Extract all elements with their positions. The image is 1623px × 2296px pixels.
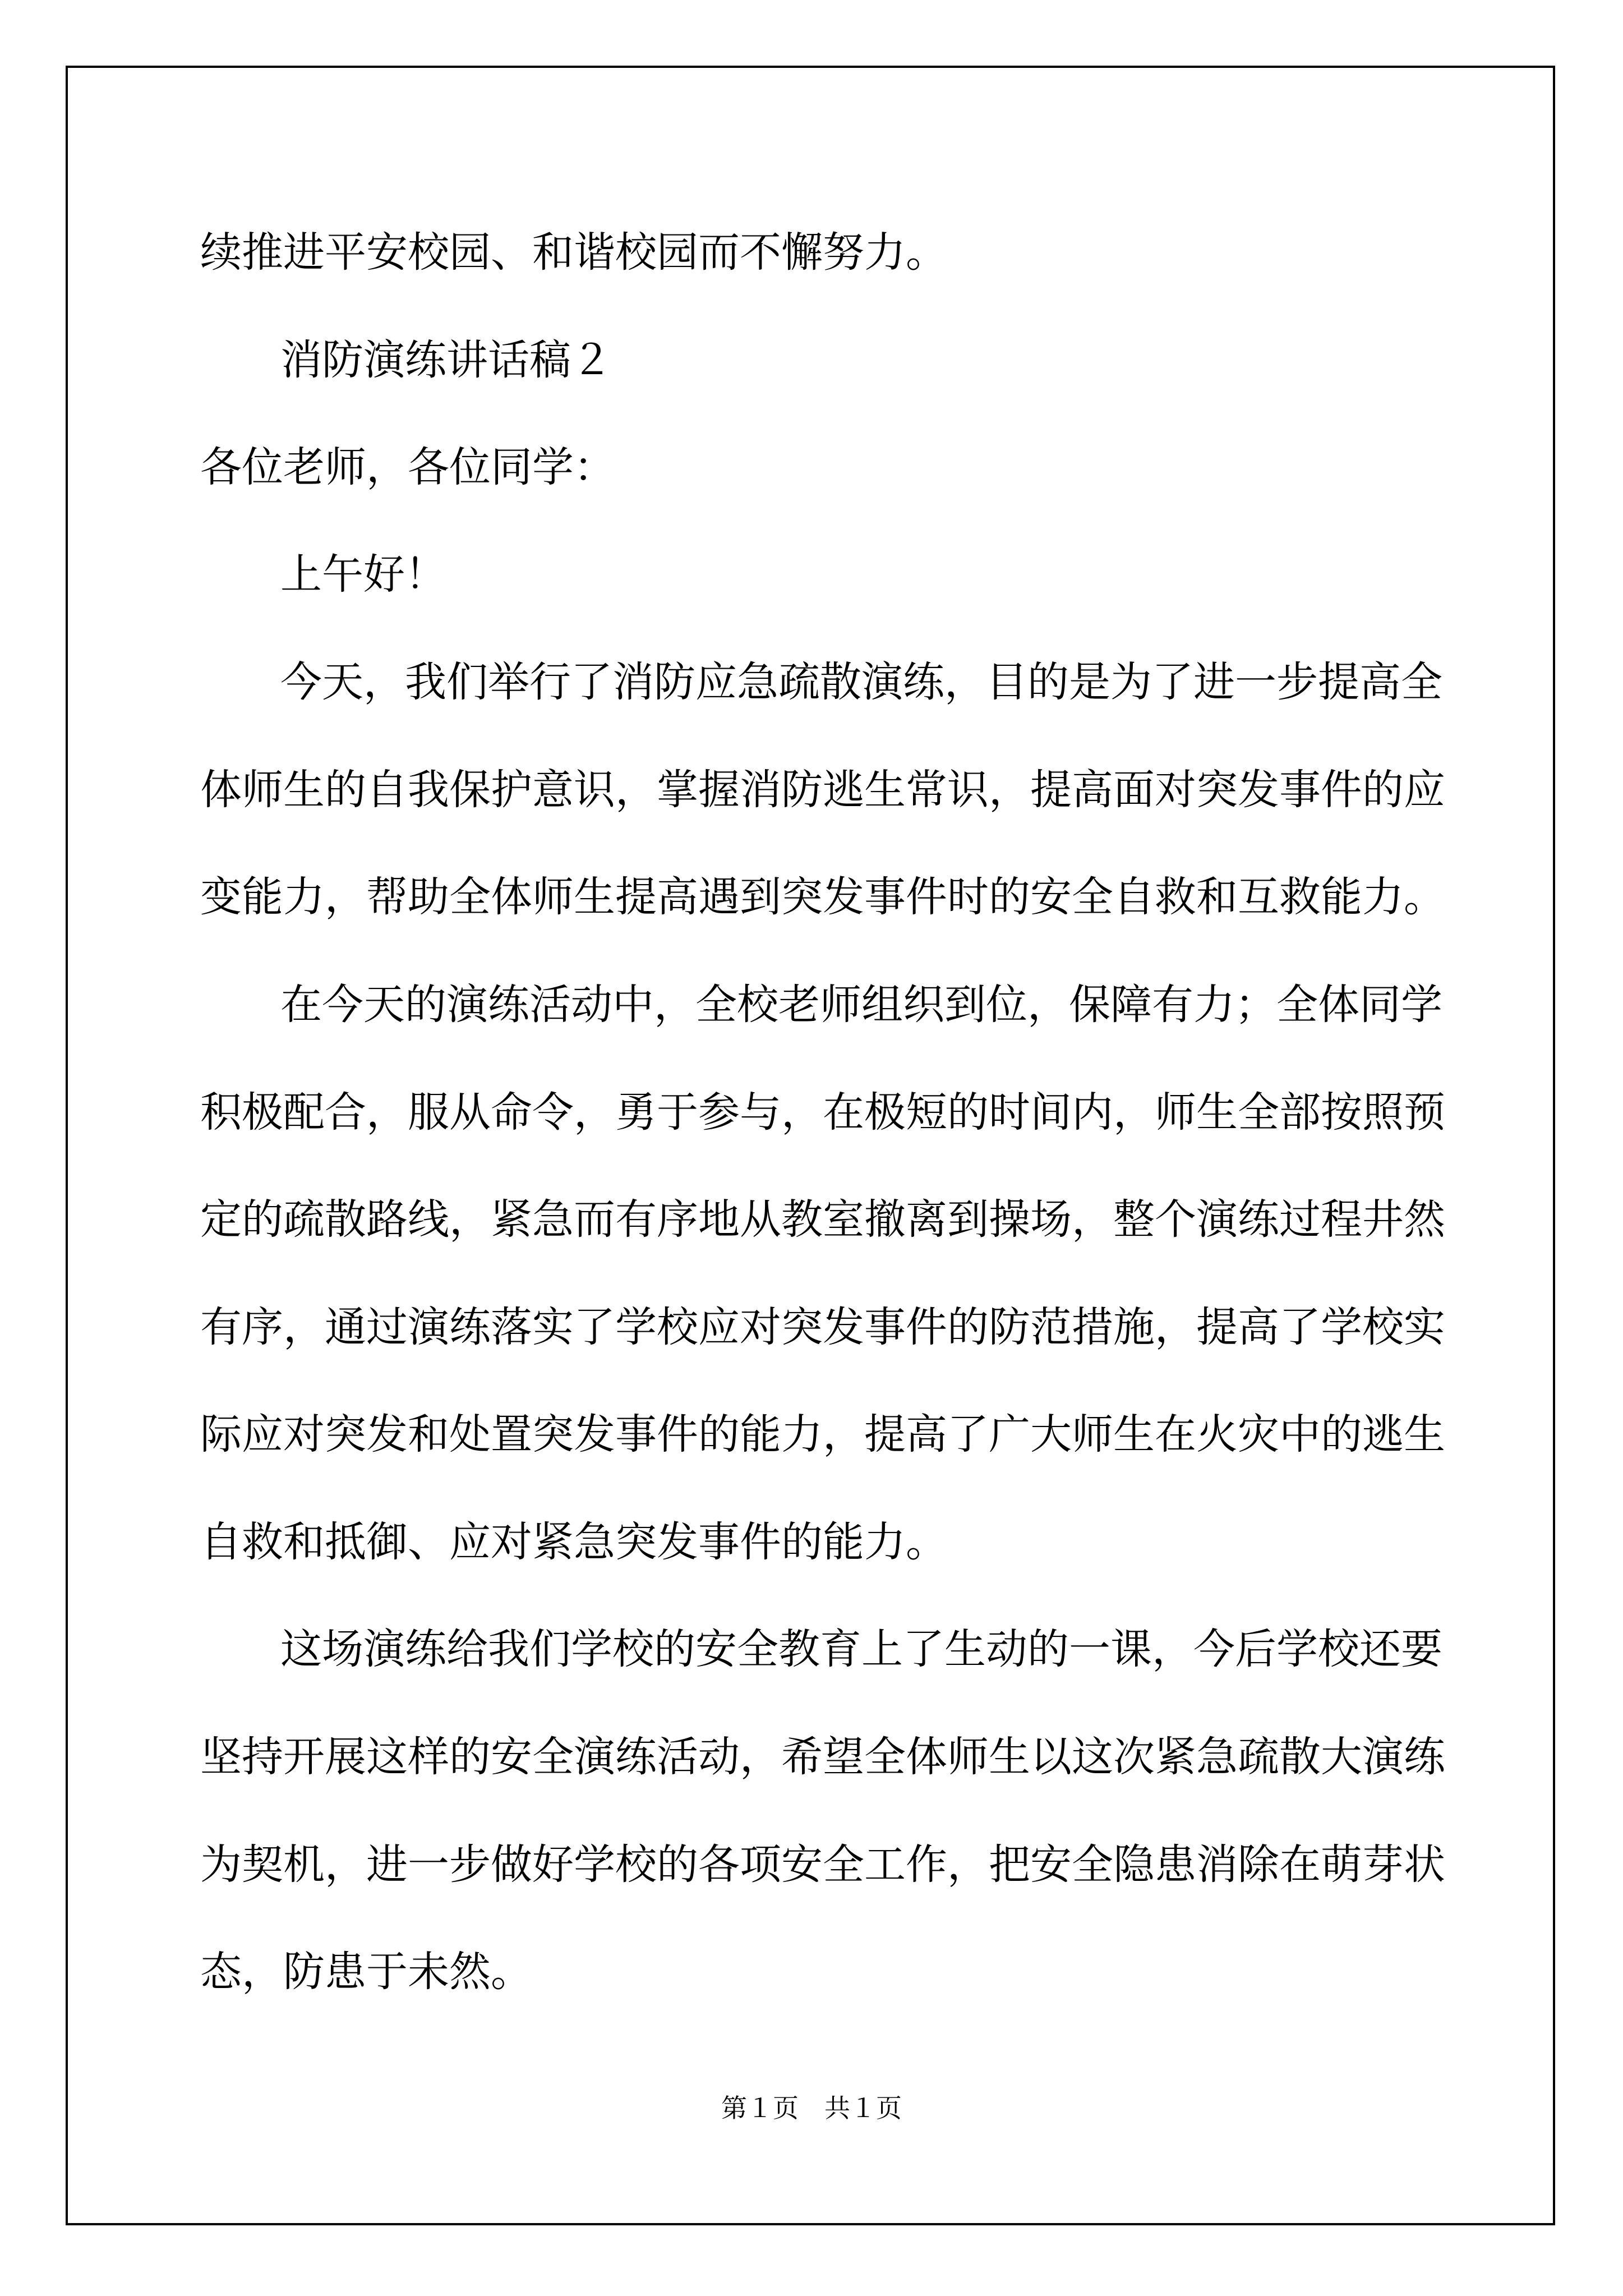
- text-line: 续推进平安校园、和谐校园而不懈努力。: [200, 228, 947, 277]
- salutation: 各位老师，各位同学：: [200, 443, 615, 491]
- text-line: 为契机，进一步做好学校的各项安全工作，把安全隐患消除在萌芽状: [200, 1841, 1445, 1889]
- text-line: 今天，我们举行了消防应急疏散演练，目的是为了进一步提高全: [280, 658, 1442, 706]
- text-line: 在今天的演练活动中，全校老师组织到位，保障有力；全体同学: [280, 981, 1442, 1029]
- page-number-footer: 第１页 共１页: [721, 2093, 902, 2123]
- text-line: 定的疏散路线，紧急而有序地从教室撤离到操场，整个演练过程井然: [200, 1195, 1445, 1244]
- text-line: 自救和抵御、应对紧急突发事件的能力。: [200, 1518, 947, 1566]
- text-line: 这场演练给我们学校的安全教育上了生动的一课，今后学校还要: [280, 1625, 1442, 1673]
- section-heading: 消防演练讲话稿２: [280, 336, 612, 384]
- text-line: 态，防患于未然。: [200, 1948, 532, 1996]
- page-border: [66, 66, 1555, 2225]
- text-line: 有序，通过演练落实了学校应对突发事件的防范措施，提高了学校实: [200, 1303, 1445, 1351]
- text-line: 变能力，帮助全体师生提高遇到突发事件时的安全自救和互救能力。: [200, 873, 1445, 921]
- text-line: 体师生的自我保护意识，掌握消防逃生常识，提高面对突发事件的应: [200, 766, 1445, 814]
- text-line: 坚持开展这样的安全演练活动，希望全体师生以这次紧急疏散大演练: [200, 1733, 1445, 1781]
- text-line: 积极配合，服从命令，勇于参与，在极短的时间内，师生全部按照预: [200, 1088, 1445, 1137]
- greeting: 上午好！: [280, 550, 446, 599]
- text-line: 际应对突发和处置突发事件的能力，提高了广大师生在火灾中的逃生: [200, 1410, 1445, 1458]
